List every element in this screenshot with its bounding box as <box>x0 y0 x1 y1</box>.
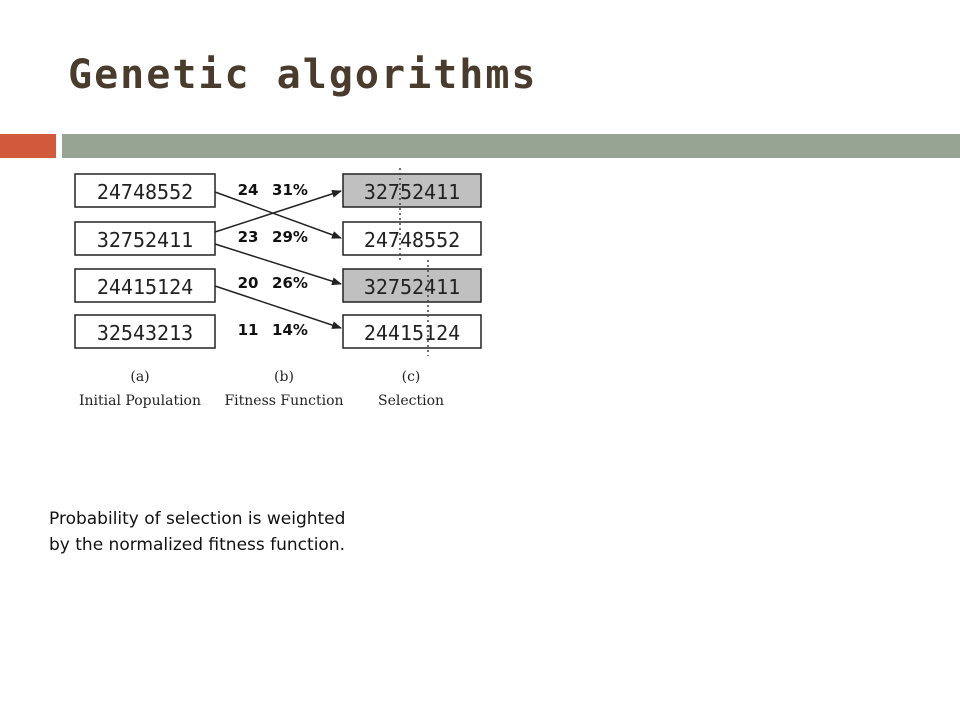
slide-title: Genetic algorithms <box>68 52 538 98</box>
fitness-percent: 14% <box>272 321 308 339</box>
selection-string: 32752411 <box>363 180 461 204</box>
selection-string: 32752411 <box>363 275 461 299</box>
body-text: Probability of selection is weighted by the normalized fitness function. <box>49 509 346 555</box>
caption-label: Fitness Function <box>224 393 344 409</box>
caption-label: Selection <box>377 393 445 409</box>
caption-label: Initial Population <box>78 393 202 409</box>
caption-letter: (c) <box>401 369 421 385</box>
fitness-percent: 31% <box>272 181 308 199</box>
population-string: 24748552 <box>96 180 194 204</box>
diagram-svg <box>60 160 510 420</box>
accent-bar-gray <box>62 134 960 158</box>
selection-arrows <box>215 191 341 328</box>
genetic-selection-diagram <box>60 160 510 420</box>
population-item <box>75 315 215 348</box>
fitness-percent: 26% <box>272 274 308 292</box>
fitness-score: 24 <box>237 181 259 199</box>
accent-bar-red <box>0 134 56 158</box>
selection-item <box>343 269 481 302</box>
fitness-percent: 29% <box>272 228 308 246</box>
fitness-score: 20 <box>237 274 259 292</box>
population-item <box>75 174 215 207</box>
selection-item <box>343 222 481 255</box>
fitness-score: 23 <box>237 228 259 246</box>
population-string: 24415124 <box>96 275 194 299</box>
fitness-score: 11 <box>237 321 259 339</box>
selection-string: 24415124 <box>363 321 461 345</box>
initial-population-column <box>75 174 215 348</box>
population-item <box>75 222 215 255</box>
caption-letter: (a) <box>130 369 150 385</box>
population-item <box>75 269 215 302</box>
selection-item <box>343 174 481 207</box>
caption-letter: (b) <box>274 369 294 385</box>
column-captions <box>79 369 444 409</box>
population-string: 32543213 <box>96 321 194 345</box>
population-string: 32752411 <box>96 228 194 252</box>
selection-string: 24748552 <box>363 228 461 252</box>
selection-item <box>343 315 481 348</box>
selection-column <box>343 174 481 348</box>
